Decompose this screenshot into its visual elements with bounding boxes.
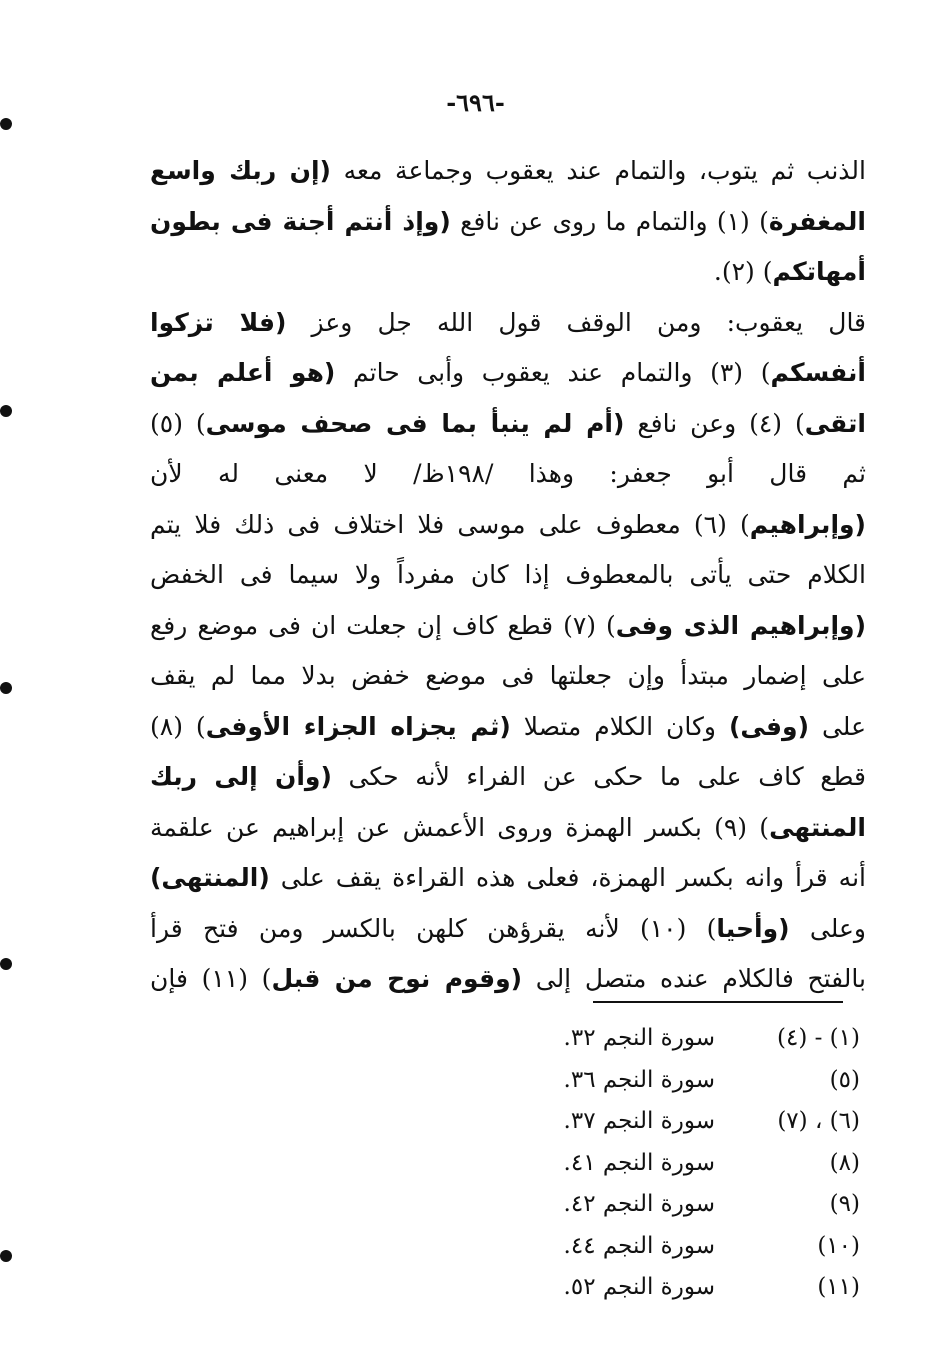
text-run: الذنب ثم يتوب، والتمام عند يعقوب وجماعة معه	[330, 156, 866, 185]
text-run: ) (٩) بكسر الهمزة وروى الأعمش عن إبراهيم عن علقمة	[150, 812, 770, 842]
quran-quote: (وقوم نوح من قبل	[271, 964, 523, 993]
text-line	[150, 348, 866, 399]
quran-quote: أنفسكم	[770, 358, 866, 387]
text-line	[150, 702, 866, 753]
quran-quote: (وأحيا	[716, 913, 790, 943]
footnote-row	[480, 1226, 860, 1268]
footnote-text: سورة النجم ٤٢.	[563, 1191, 715, 1217]
margin-mark	[0, 1250, 12, 1262]
quran-quote: أمهاتكم	[772, 257, 866, 286]
text-run: ) (١) والتمام ما روى عن نافع	[450, 206, 769, 236]
text-run: وكان الكلام متصلا	[510, 711, 729, 741]
footnotes	[480, 1018, 860, 1309]
footnote-row	[480, 1184, 860, 1226]
quran-quote: (وفى)	[728, 711, 809, 741]
text-run: ) (١٠) لأنه يقرؤهن كلهن بالكسر ومن فتح قرأ	[150, 913, 717, 943]
text-line	[150, 651, 866, 702]
footnote-row	[480, 1267, 860, 1309]
footnote-marker: (١٠)	[817, 1232, 860, 1259]
footnote-row	[480, 1101, 860, 1143]
footnote-text: سورة النجم ٣٧.	[563, 1108, 715, 1134]
text-run: ثم قال أبو جعفر: وهذا /١٩٨ظ/ لا معنى له لأن	[150, 459, 866, 488]
text-run: بالفتح فالكلام عنده متصل إلى	[522, 964, 866, 993]
quran-quote: (وإذ أنتم أجنة فى بطون	[150, 206, 451, 236]
text-run: على	[809, 711, 866, 741]
footnote-row	[480, 1143, 860, 1185]
quran-quote: المنتهى	[769, 812, 866, 842]
text-line	[150, 298, 866, 349]
footnote-row	[480, 1060, 860, 1102]
text-line	[150, 197, 866, 248]
text-run: ) (٧) قطع كاف إن جعلت ان فى موضع رفع	[150, 610, 616, 640]
text-line	[150, 601, 866, 652]
quran-quote: (أم لم ينبأ بما فى صحف موسى	[205, 408, 625, 438]
margin-mark	[0, 118, 12, 130]
quran-quote: (هو أعلم بمن	[150, 358, 336, 387]
text-line	[150, 954, 866, 1005]
text-run: ) (٨)	[150, 711, 206, 741]
quran-quote: (فلا تزكوا	[150, 307, 287, 337]
text-line	[150, 550, 866, 601]
text-run: قال يعقوب: ومن الوقف قول الله جل وعز	[286, 307, 867, 337]
text-run: أنه قرأ وانه بكسر الهمزة، فعلى هذه القراءة يقف على	[269, 863, 866, 892]
text-line	[150, 146, 866, 197]
text-run: ) (٥)	[150, 408, 206, 438]
text-line	[150, 853, 866, 904]
margin-mark	[0, 958, 12, 970]
margin-mark	[0, 405, 12, 417]
footnote-marker: (١) - (٤)	[776, 1025, 860, 1051]
footnote-row	[480, 1018, 860, 1060]
footnote-marker: (٦) ، (٧)	[777, 1108, 860, 1134]
quran-quote: المغفرة	[768, 206, 867, 236]
quran-quote: (ثم يجزاه الجزاء الأوفى	[205, 711, 511, 741]
footnote-text: سورة النجم ٣٦.	[563, 1066, 715, 1093]
quran-quote: (وإبراهيم الذى وفى	[615, 610, 867, 640]
text-line	[150, 500, 866, 551]
text-run: ) (٤) وعن نافع	[624, 408, 805, 438]
quran-quote: (وإبراهيم	[749, 509, 866, 539]
text-run: قطع كاف على ما حكى عن الفراء لأنه حكى	[331, 762, 866, 791]
quran-quote: (وأن إلى ربك	[150, 762, 332, 791]
text-line	[150, 399, 866, 450]
footnote-marker: (٨)	[829, 1149, 860, 1176]
footnote-text: سورة النجم ٤٤.	[563, 1232, 715, 1259]
text-line	[150, 752, 866, 803]
body-text	[150, 146, 866, 1005]
quran-quote: (المنتهى)	[150, 863, 270, 892]
text-run: وعلى	[789, 913, 866, 943]
text-run: ) (٢).	[713, 257, 773, 286]
text-run: ) (٣) والتمام عند يعقوب وأبى حاتم	[335, 358, 771, 387]
quran-quote: (إن ربك واسع	[150, 156, 331, 185]
footnote-text: سورة النجم ٣٢.	[563, 1025, 715, 1051]
text-line	[150, 904, 866, 955]
text-line	[150, 247, 866, 298]
footnote-separator	[593, 1001, 843, 1003]
footnote-marker: (١١)	[817, 1274, 860, 1300]
footnote-marker: (٩)	[829, 1191, 860, 1217]
text-run: على إضمار مبتدأ وإن جعلتها فى موضع خفض بدلا مما لم يقف	[150, 661, 866, 690]
text-run: ) (١١) فإن	[150, 964, 272, 993]
text-line	[150, 449, 866, 500]
text-run: الكلام حتى يأتى بالمعطوف إذا كان مفرداً ولا سيما فى الخفض	[150, 560, 866, 589]
footnote-text: سورة النجم ٥٢.	[563, 1274, 715, 1300]
page-number: -٦٩٦-	[446, 88, 505, 117]
quran-quote: اتقى	[804, 408, 866, 438]
margin-mark	[0, 682, 12, 694]
footnote-marker: (٥)	[829, 1066, 860, 1093]
text-line	[150, 803, 866, 854]
footnote-text: سورة النجم ٤١.	[563, 1149, 715, 1176]
text-run: ) (٦) معطوف على موسى فلا اختلاف فى ذلك فلا يتم	[150, 509, 750, 539]
